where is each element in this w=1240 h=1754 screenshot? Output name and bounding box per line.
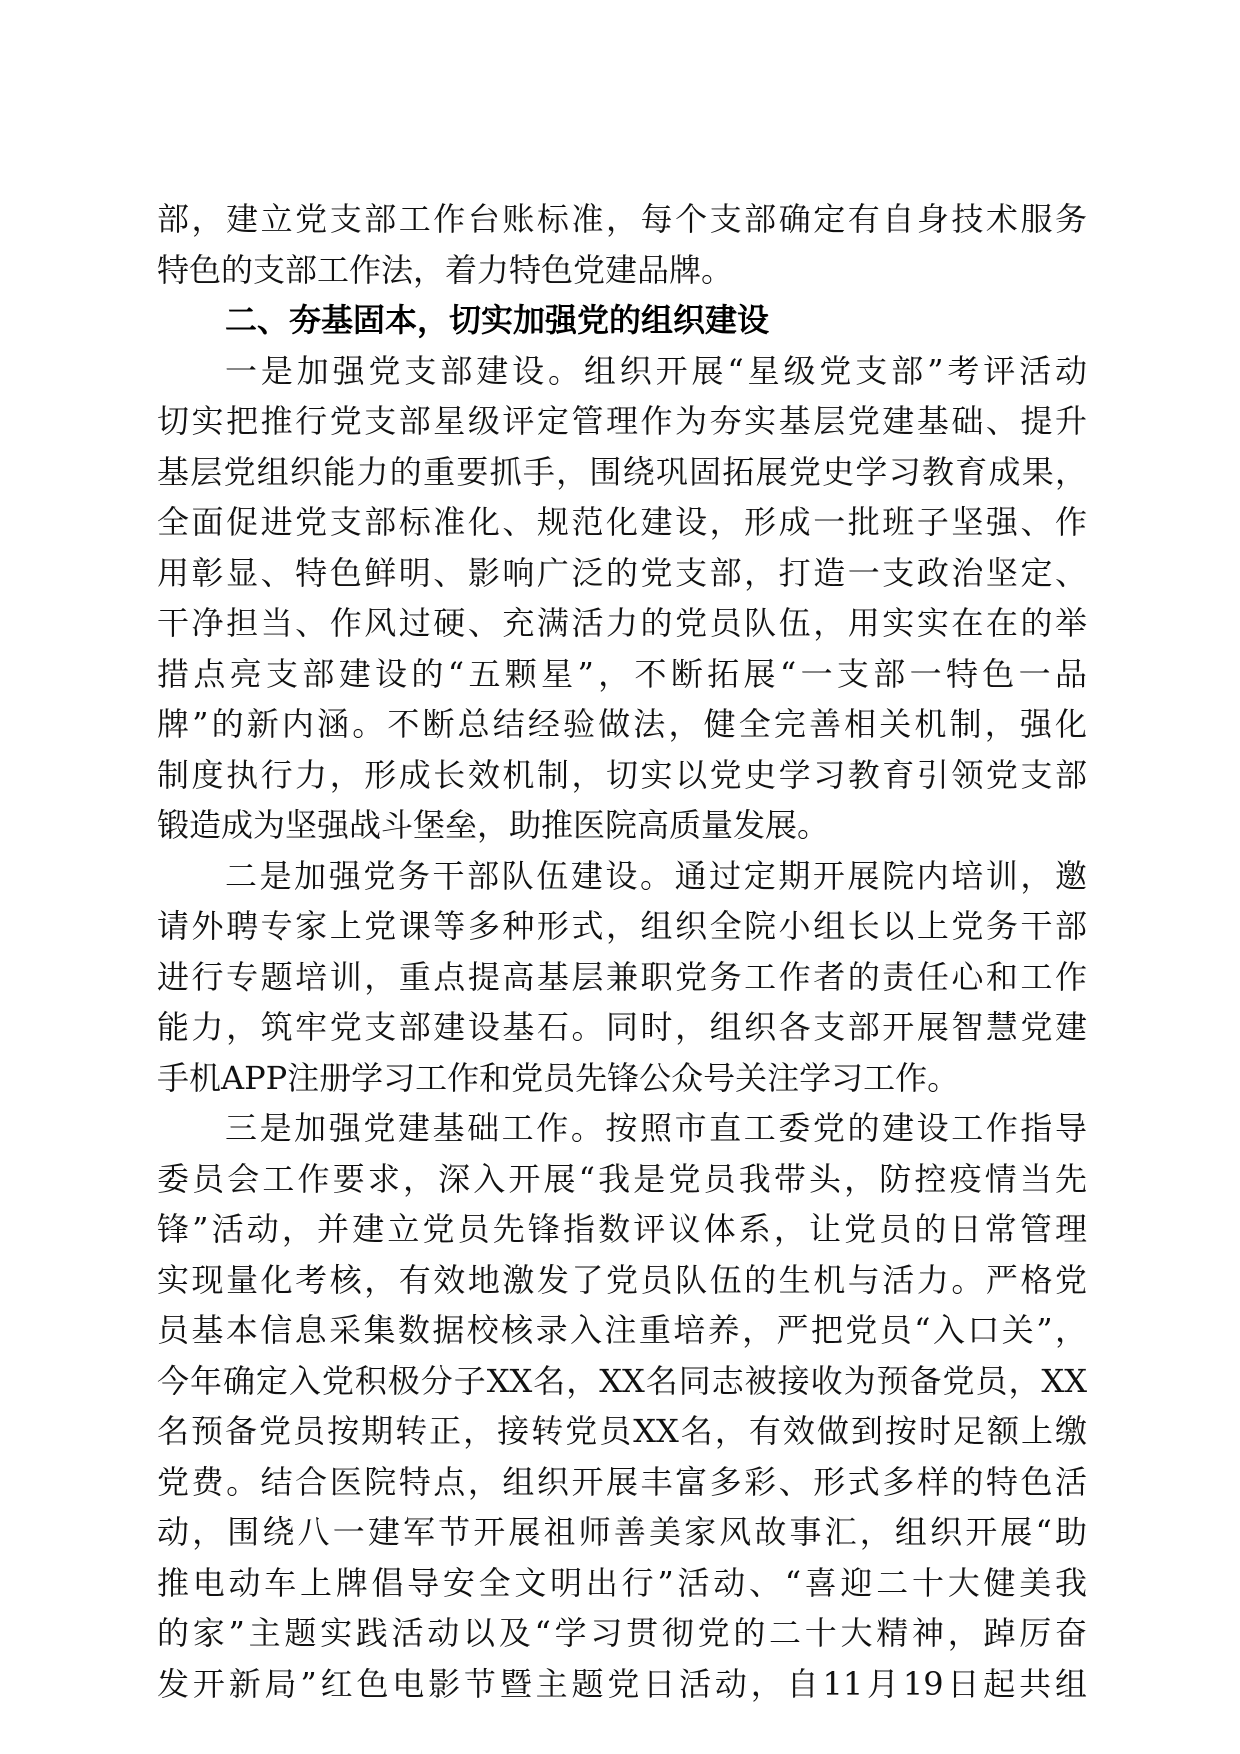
text-line: 一是加强党支部建设。组织开展“星级党支部”考评活动 (225, 351, 1087, 390)
text-line: 锋”活动，并建立党员先锋指数评议体系，让党员的日常管理 (157, 1210, 1087, 1248)
text-line: 党费。结合医院特点，组织开展丰富多彩、形式多样的特色活 (157, 1462, 1087, 1501)
text-line: 请外聘专家上党课等多种形式，组织全院小组长以上党务干部 (157, 907, 1087, 945)
text-line: 特色的支部工作法，着力特色党建品牌。 (157, 250, 734, 289)
document-body (157, 194, 1087, 1709)
text-line: 动，围绕八一建军节开展祖师善美家风故事汇，组织开展“助 (157, 1513, 1087, 1551)
text-line: 进行专题培训，重点提高基层兼职党务工作者的责任心和工作 (157, 957, 1087, 996)
text-line: 能力，筑牢党支部建设基石。同时，组织各支部开展智慧党建 (157, 1008, 1087, 1046)
text-line: 推电动车上牌倡导安全文明出行”活动、“喜迎二十大健美我 (157, 1563, 1087, 1602)
text-line: 用彰显、特色鲜明、影响广泛的党支部，打造一支政治坚定、 (157, 553, 1087, 592)
paragraph-foundation-work (157, 1103, 1087, 1709)
heading-text: 二、夯基固本，切实加强党的组织建设 (225, 301, 770, 339)
text-line: 名预备党员按期转正，接转党员XX名，有效做到按时足额上缴 (157, 1412, 1087, 1450)
text-line: 制度执行力，形成长效机制，切实以党史学习教育引领党支部 (157, 755, 1087, 794)
text-line: 三是加强党建基础工作。按照市直工委党的建设工作指导 (225, 1109, 1087, 1147)
text-line: 措点亮支部建设的“五颗星”，不断拓展“一支部一特色一品 (157, 654, 1087, 693)
text-line: 的家”主题实践活动以及“学习贯彻党的二十大精神，踔厉奋 (157, 1614, 1087, 1652)
section-heading (157, 295, 1087, 346)
text-line: 锻造成为坚强战斗堡垒，助推医院高质量发展。 (157, 806, 830, 844)
text-line: 发开新局”红色电影节暨主题党日活动，自11月19日起共组 (157, 1664, 1087, 1703)
paragraph-cadre-team (157, 851, 1087, 1104)
text-line: 今年确定入党积极分子XX名，XX名同志被接收为预备党员，XX (157, 1361, 1087, 1400)
text-line: 手机APP注册学习工作和党员先锋公众号关注学习工作。 (157, 1058, 960, 1097)
text-line: 基层党组织能力的重要抓手，围绕巩固拓展党史学习教育成果， (157, 452, 1087, 491)
text-line: 牌”的新内涵。不断总结经验做法，健全完善相关机制，强化 (157, 705, 1087, 743)
text-line: 全面促进党支部标准化、规范化建设，形成一批班子坚强、作 (157, 503, 1087, 541)
text-line: 员基本信息采集数据校核录入注重培养，严把党员“入口关”， (157, 1311, 1087, 1349)
text-line: 切实把推行党支部星级评定管理作为夯实基层党建基础、提升 (157, 402, 1087, 440)
paragraph-party-branch (157, 346, 1087, 851)
text-line: 委员会工作要求，深入开展“我是党员我带头，防控疫情当先 (157, 1159, 1087, 1198)
text-line: 实现量化考核，有效地激发了党员队伍的生机与活力。严格党 (157, 1260, 1087, 1299)
text-line: 二是加强党务干部队伍建设。通过定期开展院内培训，邀 (225, 856, 1087, 895)
paragraph-continuation (157, 194, 1087, 295)
text-line: 干净担当、作风过硬、充满活力的党员队伍，用实实在在的举 (157, 604, 1087, 642)
text-line: 部，建立党支部工作台账标准，每个支部确定有自身技术服务 (157, 200, 1087, 238)
